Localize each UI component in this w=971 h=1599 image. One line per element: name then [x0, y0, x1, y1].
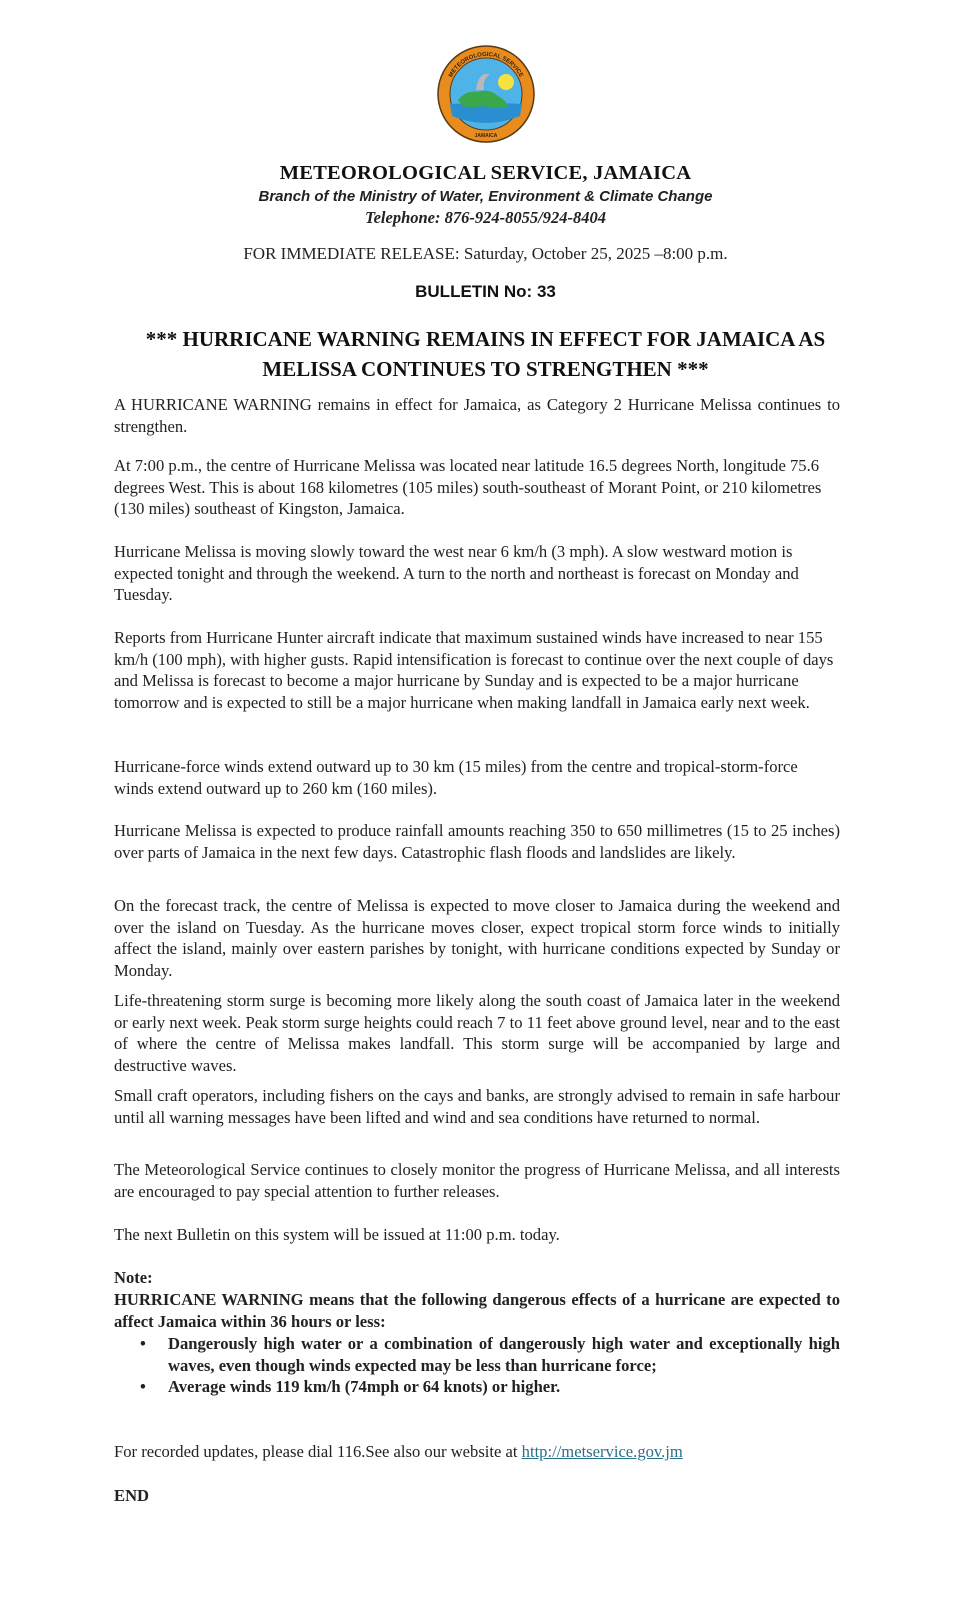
- paragraph-movement: Hurricane Melissa is moving slowly toward the west near 6 km/h (3 mph). A slow westward motion is expected tonight and through the weekend. A turn to the north and northeast is forecast on Monday and Tuesday.: [114, 542, 799, 604]
- logo-ring-text-top: METEOROLOGICAL SERVICE: [448, 51, 524, 79]
- note-label: Note:: [114, 1268, 153, 1287]
- paragraph-rainfall: Hurricane Melissa is expected to produce rainfall amounts reaching 350 to 650 millimetres (15 to 25 inches) over parts of Jamaica in the next few days. Catastrophic flash floods and landslides are likely.: [114, 821, 840, 862]
- bullet-icon: •: [140, 1377, 146, 1396]
- paragraph-location: At 7:00 p.m., the centre of Hurricane Melissa was located near latitude 16.5 degrees North, longitude 75.6 degrees West. This is about 168 kilometres (105 miles) south-southeast of Morant Point, or 210 kilometres (130 miles) southeast of Kingston, Jamaica.: [114, 456, 822, 518]
- bulletin-number: BULLETIN No: 33: [415, 282, 556, 301]
- note-bullet-list: [136, 1333, 840, 1398]
- headline: [0, 324, 971, 384]
- paragraph-forecast-track: On the forecast track, the centre of Melissa is expected to move closer to Jamaica during the weekend and over the island on Tuesday. As the hurricane moves closer, expect tropical storm force winds to initially affect the island, mainly over eastern parishes by tonight, with hurricane conditions expected by Sunday or Monday.: [114, 896, 840, 980]
- ministry-branch: Branch of the Ministry of Water, Environment & Climate Change: [258, 188, 713, 205]
- bullet-icon: •: [140, 1334, 146, 1353]
- note-definition: HURRICANE WARNING means that the following dangerous effects of a hurricane are expected to affect Jamaica within 36 hours or less:: [114, 1290, 840, 1331]
- release-datetime: FOR IMMEDIATE RELEASE: Saturday, October 25, 2025 –8:00 p.m.: [243, 244, 728, 263]
- headline-line-1: *** HURRICANE WARNING REMAINS IN EFFECT FOR JAMAICA AS: [145, 327, 826, 351]
- note-bullet-item: [136, 1376, 840, 1398]
- note-bullet-text: Dangerously high water or a combination of dangerously high water and exceptionally high waves, even though winds expected may be less than hurricane force;: [168, 1334, 840, 1375]
- paragraph-storm-surge: Life-threatening storm surge is becoming more likely along the south coast of Jamaica later in the weekend or early next week. Peak storm surge heights could reach 7 to 11 feet above ground level, near and to the east of where the centre of Melissa makes landfall. This storm surge will be accompanied by large and destructive waves.: [114, 991, 840, 1075]
- paragraph-monitoring: The Meteorological Service continues to closely monitor the progress of Hurricane Melissa, and all interests are encouraged to pay special attention to further releases.: [114, 1160, 840, 1201]
- paragraph-wind-extent: Hurricane-force winds extend outward up to 30 km (15 miles) from the centre and tropical-storm-force winds extend outward up to 260 km (160 miles).: [114, 757, 798, 798]
- end-marker: END: [114, 1486, 150, 1505]
- meteorological-service-logo-icon: [436, 44, 536, 144]
- headline-line-2: MELISSA CONTINUES TO STRENGTHEN ***: [262, 357, 709, 381]
- note-bullet-item: [136, 1333, 840, 1376]
- paragraph-next-bulletin: The next Bulletin on this system will be issued at 11:00 p.m. today.: [114, 1225, 560, 1244]
- organization-name: METEOROLOGICAL SERVICE, JAMAICA: [279, 162, 692, 184]
- paragraph-intensity: Reports from Hurricane Hunter aircraft indicate that maximum sustained winds have increased to near 155 km/h (100 mph), with higher gusts. Rapid intensification is forecast to continue over the next couple of days and Melissa is forecast to become a major hurricane by Sunday and is expected to be a major hurricane tomorrow and is expected to still be a major hurricane when making landfall in Jamaica early next week.: [114, 628, 834, 712]
- note-bullet-text: Average winds 119 km/h (74mph or 64 knots) or higher.: [168, 1377, 561, 1396]
- telephone-numbers: Telephone: 876-924-8055/924-8404: [365, 208, 606, 227]
- recorded-updates-text: For recorded updates, please dial 116.See also our website at: [114, 1442, 522, 1461]
- logo-ring-text-bottom: JAMAICA: [474, 133, 498, 139]
- website-link[interactable]: http://metservice.gov.jm: [521, 1442, 683, 1461]
- paragraph-small-craft: Small craft operators, including fishers on the cays and banks, are strongly advised to remain in safe harbour until all warning messages have been lifted and wind and sea conditions have returned to normal.: [114, 1086, 840, 1127]
- recorded-updates-line: [114, 1441, 840, 1463]
- paragraph-warning-status: A HURRICANE WARNING remains in effect for Jamaica, as Category 2 Hurricane Melissa continues to strengthen.: [114, 395, 840, 436]
